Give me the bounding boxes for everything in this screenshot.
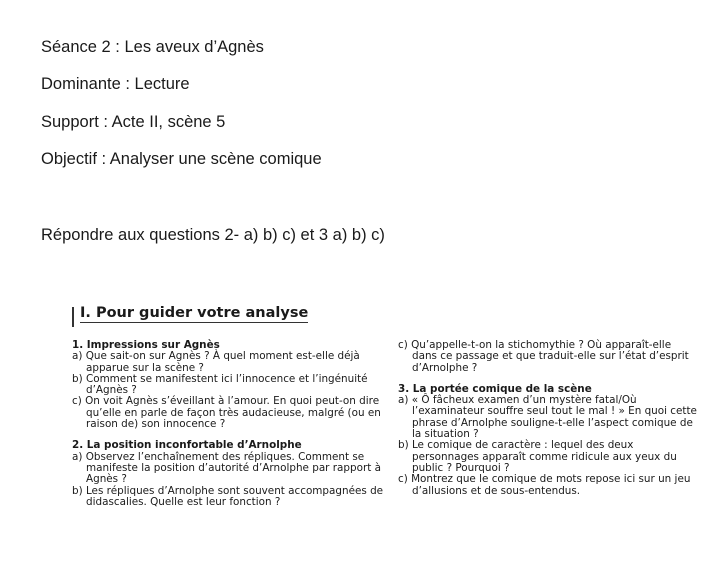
section-title: I. Pour guider votre analyse (80, 305, 309, 321)
support-line: Support : Acte II, scène 5 (41, 113, 226, 131)
seance-title: Séance 2 : Les aveux d’Agnès (41, 38, 264, 56)
analysis-guide (72, 305, 697, 580)
part3-question-c: c) Montrez que le comique de mots repose ici sur un jeu d’allusions et de sous-entendus. (398, 473, 691, 497)
right-column (398, 340, 698, 497)
dominante-line: Dominante : Lecture (41, 75, 190, 93)
part1-question-a: a) Que sait-on sur Agnès ? À quel moment est-elle déjà apparue sur la scène ? (72, 350, 360, 374)
section-marker (72, 307, 74, 327)
left-column (72, 340, 387, 508)
consigne-line: Répondre aux questions 2- a) b) c) et 3 a) b) c) (41, 226, 385, 244)
part2-question-a: a) Observez l’enchaînement des répliques. Comment se manifeste la position d’autorité d’Arnolphe par rapport à Agnès ? (72, 450, 381, 486)
part3-question-a: a) « Ô fâcheux examen d’un mystère fatal/Où l’examinateur souffre seul tout le mal ! » En quoi cette phrase d’Arnolphe souligne-t-elle l’aspect comique de la situation ? (398, 394, 697, 441)
objectif-line: Objectif : Analyser une scène comique (41, 150, 322, 168)
part3-question-b: b) Le comique de caractère : lequel des deux personnages apparaît comme ridicule aux yeux du public ? Pourquoi ? (398, 439, 677, 474)
part1-question-b: b) Comment se manifestent ici l’innocence et l’ingénuité d’Agnès ? (72, 372, 368, 397)
part2-question-c: c) Qu’appelle-t-on la stichomythie ? Où apparaît-elle dans ce passage et que traduit-elle sur l’état d’esprit d’Arnolphe ? (398, 339, 689, 374)
part2-question-b: b) Les répliques d’Arnolphe sont souvent accompagnées de didascalies. Quelle est leur fonction ? (72, 484, 384, 508)
part1-heading: 1. Impressions sur Agnès (72, 339, 220, 351)
part3-heading: 3. La portée comique de la scène (398, 382, 592, 395)
part2-heading: 2. La position inconfortable d’Arnolphe (72, 439, 302, 452)
part1-question-c: c) On voit Agnès s’éveillant à l’amour. En quoi peut-on dire qu’elle en parle de façon très audacieuse, malgré (ou en raison de) son innocence ? (72, 395, 381, 431)
